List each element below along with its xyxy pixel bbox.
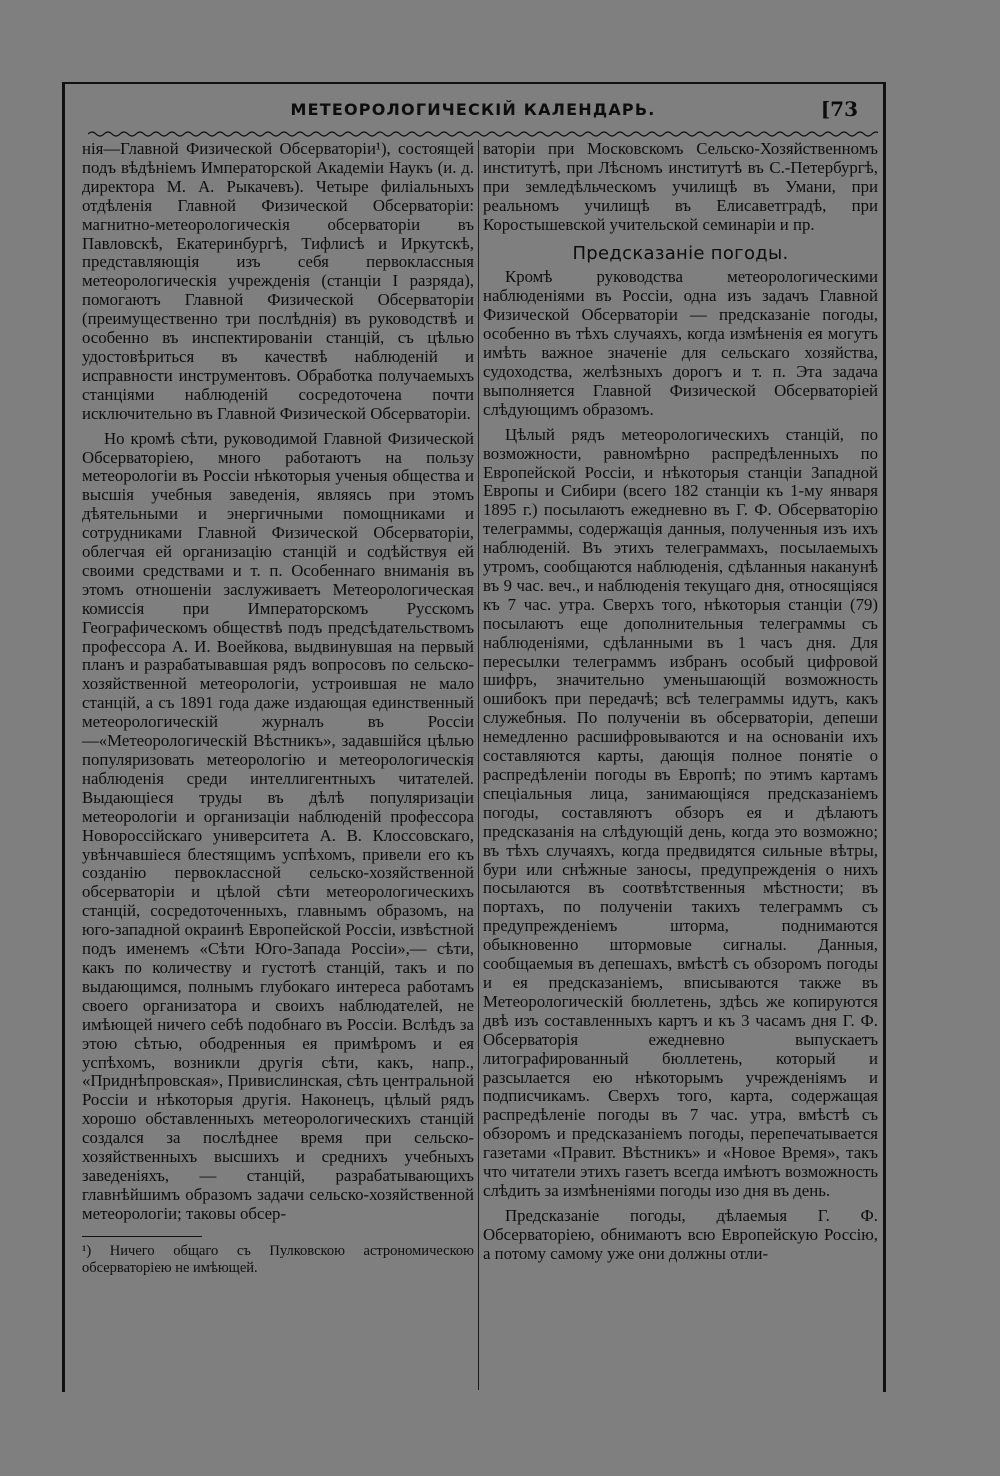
paragraph: Цѣлый рядъ метеорологическихъ станцій, по возможности, равномѣрно распредѣленныхъ по Европейской Россіи, и нѣкоторыя станціи Западной Европы и Сибири (всего 182 станціи къ 1-му января 1895 г.) посылаютъ ежедневно въ Г. Ф. Обсерваторію телеграммы, содержащія данныя, полученныя изъ ихъ наблюденій. Въ этихъ телеграммахъ, посылаемыхъ утромъ, сообщаются наблюденія, сдѣланныя наканунѣ въ 9 час. веч., и наблюденія текущаго дня, относящіяся къ 7 час. утра. Сверхъ того, нѣкоторыя станціи (79) посылаютъ еще дополнительныя телеграммы съ наблюденіями, сдѣланными въ 1 часъ дня. Для пересылки телеграммъ избранъ особый цифровой шифръ, значительно уменьшающій возможность ошибокъ при передачѣ; всѣ телеграммы идутъ, какъ служебныя. По полученіи въ обсерваторіи, депеши немедленно расшифровываются и на основаніи ихъ составляются карты, дающія полное понятіе о распредѣленіи погоды въ Европѣ; по этимъ картамъ спеціальныя лица, занимающіяся предсказаніемъ погоды, составляютъ обзоръ ея и дѣлаютъ предсказанія на слѣдующій день, когда это возможно; въ тѣхъ случаяхъ, когда предвидятся сильные вѣтры, бури или снѣжные заносы, предупрежденія о нихъ посылаются въ соотвѣтственныя мѣстности; въ портахъ, по полученіи такихъ телеграммъ съ предупрежденіемъ шторма, поднимаются обыкновенно штормовые сигналы. Данныя, сообщаемыя въ депешахъ, вмѣстѣ съ обзоромъ погоды и ея предсказаніемъ, вписываются также въ Метеорологическій бюллетень, здѣсь же копируются двѣ изъ составленныхъ картъ и къ 3 часамъ дня Г. Ф. Обсерваторія ежедневно выпускаетъ литографированный бюллетень, который и разсылается ею нѣкоторымъ учрежденіямъ и подписчикамъ. Сверхъ того, карта, содержащая распредѣленіе погоды въ 7 час. утра, вмѣстѣ съ обзоромъ и предсказаніемъ погоды, перепечатывается газетами «Правит. Вѣстникъ» и «Новое Время», такъ что читатели этихъ газетъ всегда имѣютъ возможность слѣдить за измѣненіями погоды изо дня въ день. <box>483 424 878 1200</box>
page-number: [73 <box>820 97 858 121</box>
column-divider <box>478 140 479 1390</box>
page-title: МЕТЕОРОЛОГИЧЕСКІЙ КАЛЕНДАРЬ. <box>290 100 656 119</box>
footnote: ¹) Ничего общаго съ Пулковскою астрономическою обсерваторіею не имѣющей. <box>82 1242 474 1276</box>
running-header <box>88 97 858 130</box>
right-column <box>483 140 878 1264</box>
paragraph: Но кромѣ сѣти, руководимой Главной Физической Обсерваторіею, много работаютъ на пользу метеорологіи въ Россіи нѣкоторыя ученыя общества и высшія учебныя заведенія, являясь при этомъ дѣятельными и энергичными помощниками и сотрудниками Главной Физической Обсерваторіи, облегчая ей организацію станцій и содѣйствуя ей своими средствами и т. п. Особеннаго вниманія въ этомъ отношеніи заслуживаетъ Метеорологическая комиссія при Императорскомъ Русскомъ Географическомъ обществѣ подъ предсѣдательствомъ профессора А. И. Воейкова, выдвинувшая на первый планъ и разрабатывавшая рядъ вопросовъ по сельско-хозяйственной метеорологіи, устроившая не мало станцій, а съ 1891 года даже издающая единственный метеорологическій журналъ въ Россіи—«Метеорологическій Вѣстникъ», задавшійся цѣлью популяризовать метеорологію и метеорологическія наблюденія среди интеллигентныхъ читателей. Выдающіеся труды въ дѣлѣ популяризаціи метеорологіи и организаціи наблюденій профессора Новороссійскаго университета А. В. Клоссовскаго, увѣнчавшіеся блестящимъ успѣхомъ, привели его къ созданію первоклассной сельско-хозяйственной обсерваторіи и цѣлой сѣти метеорологическихъ станцій, сосредоточенныхъ, главнымъ образомъ, на юго-западной окраинѣ Европейской Россіи, извѣстной подъ именемъ «Сѣти Юго-Запада Россіи»,— сѣти, какъ по количеству и густотѣ станцій, такъ и по выдающимся, полнымъ глубокаго интереса работамъ своего организатора и своихъ наблюдателей, не имѣющей ничего себѣ подобнаго въ Россіи. Вслѣдъ за этою сѣтью, ободренныя ея примѣромъ и ея успѣхомъ, возникли другія сѣти, какъ, напр., «Приднѣпровская», Привислинская, сѣть центральной Россіи и нѣкоторыя другія. Наконецъ, цѣлый рядъ хорошо обставленныхъ метеорологическихъ станцій создался за послѣднее время при сельско-хозяйственныхъ высшихъ и среднихъ учебныхъ заведеніяхъ, — станцій, разрабатывающихъ главнѣйшимъ образомъ задачи сельско-хозяйственной метеорологіи; таковы обсер- <box>82 428 474 1223</box>
wavy-rule <box>88 129 878 139</box>
section-heading: Предсказаніе погоды. <box>572 242 789 264</box>
paragraph: Кромѣ руководства метеорологическими наблюденіями въ Россіи, одна изъ задачъ Главной Физической Обсерваторіи — предсказаніе погоды, особенно въ тѣхъ случаяхъ, когда измѣненія ея могутъ имѣть важное значеніе для сельскаго хозяйства, судоходства, желѣзныхъ дорогъ и т. п. Эта задача выполняется Главной Физической Обсерваторіей слѣдующимъ образомъ. <box>483 267 878 419</box>
footnote-rule <box>82 1236 202 1237</box>
paragraph: нія—Главной Физической Обсерваторіи¹), состоящей подъ вѣдѣніемъ Императорской Академіи Наукъ (и. д. директора М. А. Рыкачевъ). Четыре филіальныхъ отдѣленія Главной Физической Обсерваторіи: магнитно-метеорологическія обсерваторіи въ Павловскѣ, Екатеринбургѣ, Тифлисѣ и Иркутскѣ, представляющія изъ себя первоклассныя метеорологическія учрежденія (станціи I разряда), помогаютъ Главной Физической Обсерваторіи (преимущественно три послѣднія) въ руководствѣ и особенно въ инспектированіи станцій, съ цѣлью удостовѣриться въ качествѣ наблюденій и исправности инструментовъ. Обработка получаемыхъ станціями наблюденій сосредоточена почти исключительно въ Главной Физической Обсерваторіи. <box>82 139 474 423</box>
paragraph: ваторіи при Московскомъ Сельско-Хозяйственномъ институтѣ, при Лѣсномъ институтѣ въ С.-Петербургѣ, при земледѣльческомъ училищѣ въ Умани, при реальномъ училищѣ въ Елисаветградѣ, при Коростышевской учительской семинаріи и пр. <box>483 139 878 234</box>
left-column <box>82 140 474 1277</box>
paragraph: Предсказаніе погоды, дѣлаемыя Г. Ф. Обсерваторіею, обнимаютъ всю Европейскую Россію, а потому самому уже они должны отли- <box>483 1205 878 1263</box>
